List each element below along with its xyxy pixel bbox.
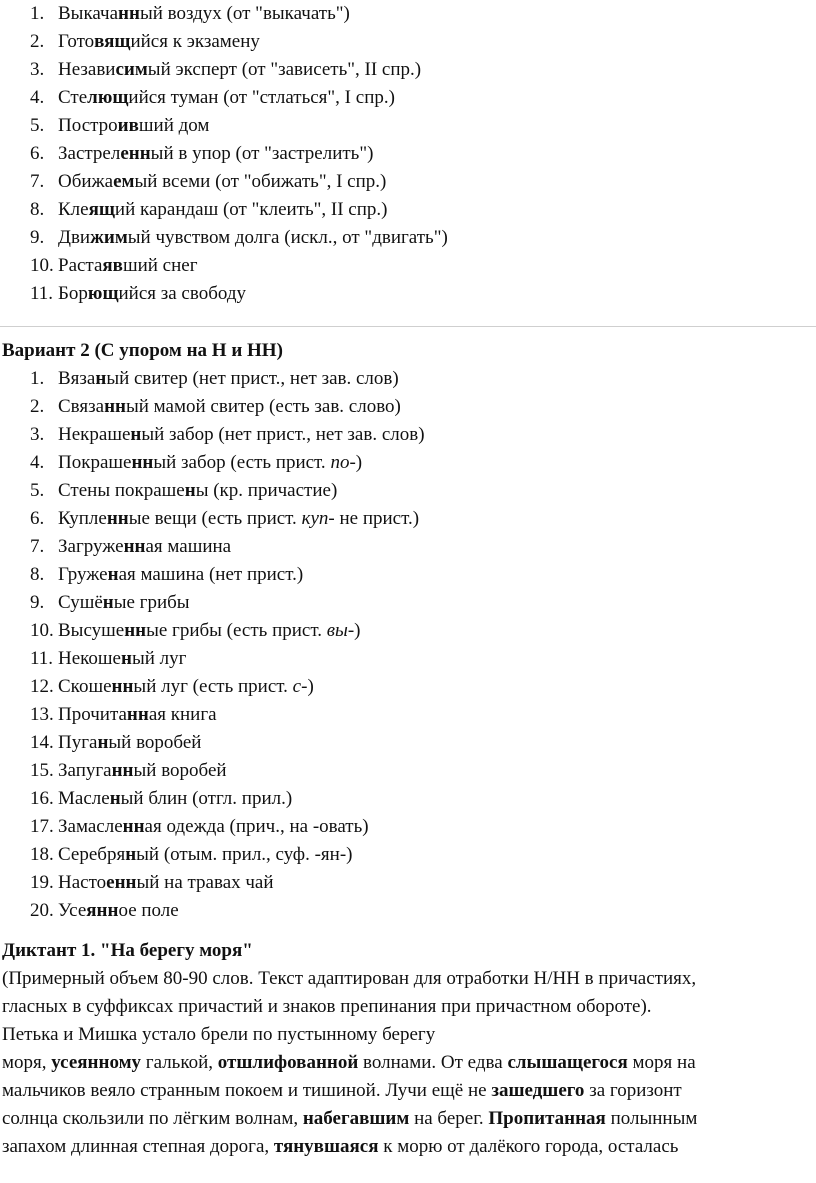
list-item-text <box>58 508 419 529</box>
text-fragment: Гото <box>58 31 95 52</box>
list-item-number: 3. <box>30 59 45 80</box>
list-item <box>0 869 812 897</box>
list-item <box>0 785 812 813</box>
bold-fragment: н <box>109 788 121 809</box>
list-item-text <box>58 143 373 164</box>
text-fragment: на берег. <box>409 1108 489 1129</box>
list-item <box>0 112 812 140</box>
list-item-text <box>58 424 425 445</box>
list-item-text <box>58 592 190 613</box>
text-fragment: Насто <box>58 872 107 893</box>
list-item-number: 10. <box>30 620 54 641</box>
list-item-number: 19. <box>30 872 54 893</box>
bold-fragment: н <box>102 592 114 613</box>
list-item <box>0 449 812 477</box>
bold-fragment: нн <box>111 760 134 781</box>
list-item-text <box>58 452 362 473</box>
list-item-text <box>58 171 386 192</box>
bold-fragment: енн <box>106 872 137 893</box>
list-item-number: 2. <box>30 31 45 52</box>
list-item-number: 9. <box>30 592 45 613</box>
list-item-number: 20. <box>30 900 54 921</box>
text-fragment: Дви <box>58 227 91 248</box>
text-fragment: моря на <box>627 1052 696 1073</box>
dictation-line <box>2 965 812 993</box>
bold-fragment: енн <box>120 143 151 164</box>
bold-fragment: ющ <box>87 283 119 304</box>
list-item-number: 6. <box>30 143 45 164</box>
text-fragment: ийся к экзамену <box>130 31 260 52</box>
list-item-text <box>58 900 179 921</box>
text-fragment: ая машина <box>145 536 232 557</box>
text-fragment: Обижа <box>58 171 114 192</box>
list-item-text <box>58 115 209 136</box>
list-item-text <box>58 368 399 389</box>
text-fragment: Покраше <box>58 452 132 473</box>
text-fragment: моря, <box>2 1052 52 1073</box>
text-fragment: ый блин (отгл. прил.) <box>120 788 293 809</box>
list-item-number: 5. <box>30 480 45 501</box>
bold-fragment: нн <box>111 676 134 697</box>
bold-fragment: жим <box>90 227 128 248</box>
list-item <box>0 477 812 505</box>
list-item-number: 15. <box>30 760 54 781</box>
list-item-text <box>58 704 217 725</box>
text-fragment: ая машина (нет прист.) <box>118 564 304 585</box>
list-item <box>0 56 812 84</box>
list-item-text <box>58 620 361 641</box>
list-item-number: 13. <box>30 704 54 725</box>
list-item <box>0 393 812 421</box>
bold-fragment: янн <box>86 900 119 921</box>
list-item <box>0 729 812 757</box>
text-fragment: к морю от далёкого города, осталась <box>378 1136 679 1157</box>
list-item-text <box>58 564 303 585</box>
list-item-text <box>58 31 260 52</box>
list-item <box>0 505 812 533</box>
list-item-text <box>58 648 186 669</box>
text-fragment: Скоше <box>58 676 112 697</box>
bold-fragment: яв <box>102 255 123 276</box>
list-item-number: 7. <box>30 171 45 192</box>
text-fragment: ая одежда (прич., на -овать) <box>144 816 369 837</box>
text-fragment: ые вещи (есть прист. <box>128 508 302 529</box>
list-item-number: 3. <box>30 424 45 445</box>
text-fragment: ая книга <box>148 704 217 725</box>
list-item-number: 11. <box>30 648 54 669</box>
text-fragment: Некраше <box>58 424 131 445</box>
list-item <box>0 280 812 308</box>
list-item-text <box>58 227 448 248</box>
text-fragment: полынным <box>605 1108 698 1129</box>
list-item-text <box>58 816 369 837</box>
text-fragment: Вяза <box>58 368 96 389</box>
list-item <box>0 84 812 112</box>
text-fragment: Кле <box>58 199 89 220</box>
italic-fragment: по- <box>330 452 356 473</box>
list-item-text <box>58 396 401 417</box>
bold-fragment: Пропитанная <box>488 1108 606 1129</box>
list-item-text <box>58 199 387 220</box>
text-fragment: ы (кр. причастие) <box>195 480 338 501</box>
text-fragment: ийся туман (от "стлаться", I спр.) <box>128 87 395 108</box>
text-fragment: солнца скользили по лёгким волнам, <box>2 1108 303 1129</box>
text-fragment: ые грибы <box>113 592 190 613</box>
bold-fragment: ив <box>117 115 139 136</box>
text-fragment: Незави <box>58 59 116 80</box>
bold-fragment: нн <box>123 536 146 557</box>
list-item-number: 8. <box>30 564 45 585</box>
text-fragment: волнами. От едва <box>358 1052 508 1073</box>
list-item-number: 5. <box>30 115 45 136</box>
text-fragment: Запуга <box>58 760 112 781</box>
list-item-number: 4. <box>30 452 45 473</box>
dictation-line <box>2 993 812 1021</box>
list-item-number: 12. <box>30 676 54 697</box>
text-fragment: ый воробей <box>108 732 202 753</box>
list-item-number: 4. <box>30 87 45 108</box>
bold-fragment: н <box>95 368 107 389</box>
dictation-line <box>2 1021 812 1049</box>
bold-fragment: н <box>97 732 109 753</box>
participle-list-2 <box>0 365 812 925</box>
bold-fragment: нн <box>126 704 149 725</box>
list-item-number: 17. <box>30 816 54 837</box>
text-fragment: Пуга <box>58 732 98 753</box>
text-fragment: ) <box>355 452 363 473</box>
text-fragment: Петька и Мишка устало брели по пустынному берегу <box>2 1024 436 1045</box>
text-fragment: галькой, <box>141 1052 218 1073</box>
bold-fragment: сим <box>115 59 148 80</box>
list-item-number: 1. <box>30 3 45 24</box>
text-fragment: Высуше <box>58 620 125 641</box>
text-fragment: ый всеми (от "обижать", I спр.) <box>134 171 387 192</box>
list-item <box>0 0 812 28</box>
list-item-number: 2. <box>30 396 45 417</box>
section-divider <box>0 326 816 327</box>
bold-fragment: слышащегося <box>507 1052 628 1073</box>
list-item <box>0 224 812 252</box>
list-item <box>0 701 812 729</box>
list-item-number: 16. <box>30 788 54 809</box>
text-fragment: Связа <box>58 396 105 417</box>
bold-fragment: нн <box>124 620 147 641</box>
list-item <box>0 673 812 701</box>
text-fragment: ый (отым. прил., суф. -ян-) <box>136 844 353 865</box>
dictation-text <box>0 965 812 1161</box>
list-item-text <box>58 872 274 893</box>
list-item <box>0 561 812 589</box>
list-item <box>0 252 812 280</box>
text-fragment: гласных в суффиксах причастий и знаков препинания при причастном обороте). <box>2 996 652 1017</box>
list-item <box>0 140 812 168</box>
text-fragment: Груже <box>58 564 108 585</box>
text-fragment: Усе <box>58 900 87 921</box>
text-fragment: ый в упор (от "застрелить") <box>150 143 374 164</box>
list-item-text <box>58 3 350 24</box>
list-item <box>0 897 812 925</box>
text-fragment: ый луг (есть прист. <box>133 676 293 697</box>
list-item-number: 11. <box>30 283 54 304</box>
text-fragment: Купле <box>58 508 107 529</box>
dictation-line <box>2 1077 812 1105</box>
list-item <box>0 617 812 645</box>
text-fragment: Загруже <box>58 536 124 557</box>
bold-fragment: н <box>107 564 119 585</box>
list-item-number: 1. <box>30 368 45 389</box>
list-item-number: 14. <box>30 732 54 753</box>
bold-fragment: н <box>125 844 137 865</box>
list-item-text <box>58 255 198 276</box>
bold-fragment: тянувшаяся <box>273 1136 379 1157</box>
text-fragment: Раста <box>58 255 103 276</box>
bold-fragment: нн <box>106 508 129 529</box>
dictation-line <box>2 1133 812 1161</box>
variant-2-heading: Вариант 2 (С упором на Н и НН) <box>2 340 283 361</box>
text-fragment: запахом длинная степная дорога, <box>2 1136 274 1157</box>
bold-fragment: набегавшим <box>302 1108 410 1129</box>
text-fragment: ые грибы (есть прист. <box>146 620 327 641</box>
italic-fragment: вы- <box>326 620 355 641</box>
text-fragment: ый воробей <box>133 760 227 781</box>
list-item-number: 7. <box>30 536 45 557</box>
text-fragment: Замасле <box>58 816 123 837</box>
list-item-number: 9. <box>30 227 45 248</box>
bold-fragment: нн <box>122 816 145 837</box>
text-fragment: за горизонт <box>584 1080 682 1101</box>
text-fragment: Сушё <box>58 592 103 613</box>
list-item-text <box>58 760 227 781</box>
text-fragment: Постро <box>58 115 118 136</box>
list-item-text <box>58 87 395 108</box>
text-fragment: ый эксперт (от "зависеть", II спр.) <box>147 59 422 80</box>
bold-fragment: усеянному <box>51 1052 142 1073</box>
text-fragment: (Примерный объем 80-90 слов. Текст адаптирован для отработки Н/НН в причастиях, <box>2 968 697 989</box>
list-item-text <box>58 283 246 304</box>
text-fragment: ый мамой свитер (есть зав. слово) <box>125 396 401 417</box>
text-fragment: ый забор (есть прист. <box>153 452 331 473</box>
text-fragment: Стены покраше <box>58 480 185 501</box>
bold-fragment: н <box>130 424 142 445</box>
list-item <box>0 589 812 617</box>
list-item-number: 18. <box>30 844 54 865</box>
dictation-line <box>2 1049 812 1077</box>
bold-fragment: нн <box>118 3 140 24</box>
list-item-text <box>58 788 292 809</box>
list-item-text <box>58 844 352 865</box>
list-item-number: 8. <box>30 199 45 220</box>
list-item-text <box>58 480 337 501</box>
bold-fragment: нн <box>104 396 126 417</box>
bold-fragment: лющ <box>87 87 129 108</box>
list-item <box>0 813 812 841</box>
list-item-number: 10. <box>30 255 54 276</box>
dictation-heading: Диктант 1. "На берегу моря" <box>2 940 253 961</box>
bold-fragment: нн <box>131 452 154 473</box>
bold-fragment: зашедшего <box>491 1080 585 1101</box>
list-item <box>0 421 812 449</box>
text-fragment: ший снег <box>122 255 198 276</box>
participle-list-1 <box>0 0 812 308</box>
text-fragment: ший дом <box>138 115 210 136</box>
text-fragment: Серебря <box>58 844 126 865</box>
text-fragment: ий карандаш (от "клеить", II спр.) <box>114 199 388 220</box>
text-fragment: ый воздух (от "выкачать") <box>139 3 350 24</box>
list-item-number: 6. <box>30 508 45 529</box>
list-item <box>0 28 812 56</box>
dictation-line <box>2 1105 812 1133</box>
text-fragment: Бор <box>58 283 88 304</box>
list-item <box>0 533 812 561</box>
list-item <box>0 645 812 673</box>
bold-fragment: н <box>184 480 196 501</box>
list-item <box>0 841 812 869</box>
list-item <box>0 365 812 393</box>
bold-fragment: ящ <box>88 199 115 220</box>
text-fragment: ый чувством долга (искл., от "двигать") <box>127 227 448 248</box>
text-fragment: Выкача <box>58 3 119 24</box>
italic-fragment: с- <box>292 676 308 697</box>
italic-fragment: куп- <box>301 508 335 529</box>
list-item <box>0 168 812 196</box>
text-fragment: ый забор (нет прист., нет зав. слов) <box>141 424 425 445</box>
text-fragment: мальчиков веяло странным покоем и тишиной. Лучи ещё не <box>2 1080 492 1101</box>
bold-fragment: отшлифованной <box>217 1052 359 1073</box>
text-fragment: Некоше <box>58 648 121 669</box>
bold-fragment: вящ <box>94 31 131 52</box>
text-fragment: ый свитер (нет прист., нет зав. слов) <box>106 368 399 389</box>
list-item-text <box>58 676 314 697</box>
bold-fragment: н <box>120 648 132 669</box>
text-fragment: Застрел <box>58 143 121 164</box>
text-fragment: ое поле <box>118 900 179 921</box>
text-fragment: Масле <box>58 788 110 809</box>
list-item <box>0 757 812 785</box>
list-item-text <box>58 732 201 753</box>
text-fragment: ый луг <box>131 648 187 669</box>
text-fragment: ) <box>354 620 361 641</box>
bold-fragment: ем <box>113 171 135 192</box>
list-item-text <box>58 59 421 80</box>
list-item <box>0 196 812 224</box>
text-fragment: ый на травах чай <box>136 872 274 893</box>
text-fragment: Сте <box>58 87 88 108</box>
list-item-text <box>58 536 231 557</box>
text-fragment: ) <box>307 676 314 697</box>
text-fragment: ийся за свободу <box>118 283 246 304</box>
text-fragment: Прочита <box>58 704 127 725</box>
text-fragment: не прист.) <box>334 508 420 529</box>
